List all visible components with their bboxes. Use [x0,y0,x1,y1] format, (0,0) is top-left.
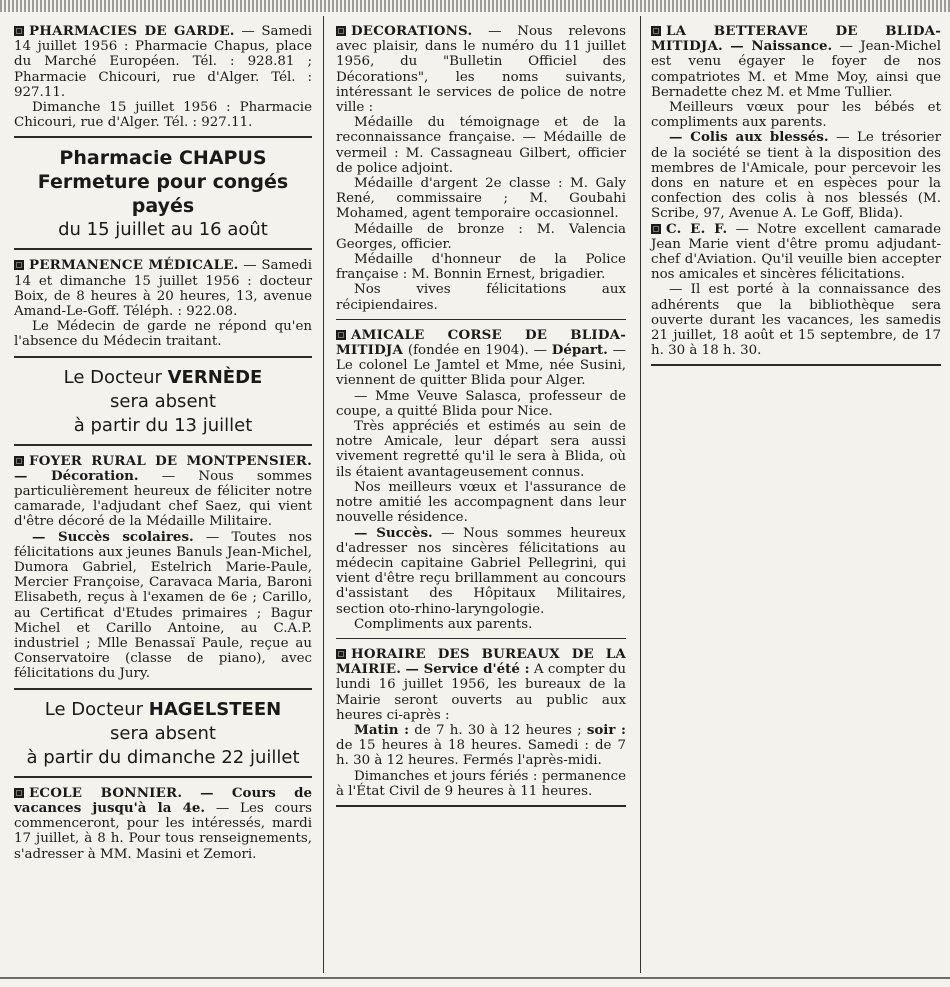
notice-docteur-vernede: Le Docteur VERNÈDE sera absent à partir du 13 juillet [63,366,263,436]
divider [14,444,312,446]
square-bullet-icon [14,26,24,36]
square-bullet-icon [336,330,346,340]
divider [336,805,626,807]
column-2 [336,24,626,815]
article-horaire-mairie: HORAIRE DES BUREAUX DE LA MAIRIE. — Service d'été : A compter du lundi 16 juillet 1956, les bureaux de la Mairie seront ouverts au public aux heures ci-après : Matin : de 7 h. 30 à 12 heures ; soir : de 15 heures à 18 heures. Samedi : de 7 h. 30 à 12 heures. Fermés l'après-midi. Dimanches et jours fériés : permanence à l'État Civil de 9 heures à 11 heures. [336,645,626,799]
article-permanence-medicale: PERMANENCE MÉDICALE. — Samedi 14 et dimanche 15 juillet 1956 : docteur Boix, de 8 heures à 20 heures, 13, avenue Amand-Le-Goff. Téléph. : 922.08. Le Médecin de garde ne répond qu'en l'absence du Médecin traitant. [14,257,312,350]
divider [14,136,312,138]
article-heading: C. E. F. [666,220,728,237]
article-heading: AMICALE CORSE DE BLIDA-MITIDJA [336,326,626,359]
square-bullet-icon [14,788,24,798]
divider [336,319,626,320]
divider [336,638,626,639]
article-cef: C. E. F. — Notre excellent camarade Jean Marie vient d'être promu adjudant-chef d'Aviation. Qu'il veuille bien accepter nos amicales et sincères félicitations. — Il est porté à la connaissance des adhérents que la bibliothèque sera ouverte durant les vacances, les samedis 21 juillet, 18 août et 15 septembre, de 17 h. 30 à 18 h. 30. [651,220,941,359]
column-divider [640,16,641,973]
notice-docteur-hagelsteen: Le Docteur HAGELSTEEN sera absent à partir du dimanche 22 juillet [26,698,300,768]
column-divider [323,16,324,973]
square-bullet-icon [651,224,661,234]
divider [14,776,312,778]
square-bullet-icon [14,260,24,270]
article-foyer-rural: FOYER RURAL DE MONTPENSIER. — Décoration. — Nous sommes particulièrement heureux de féliciter notre camarade, l'adjudant chef Saez, qui vient d'être décoré de la Médaille Militaire. — Succès scolaires. — Toutes nos félicitations aux jeunes Banuls Jean-Michel, Dumora Gabriel, Estelrich Marie-Paule, Mercier Françoise, Caravaca Maria, Baroni Elisabeth, reçus à l'examen de 6e ; Carillo, au Certificat d'Etudes primaires ; Bagur Michel et Carillo Antoine, au C.A.P. industriel ; Mlle Benassaï Paule, reçue au Conservatoire (classe de piano), avec félicitations du Jury. [14,452,313,682]
column-1 [14,24,312,862]
article-amicale-corse: AMICALE CORSE DE BLIDA-MITIDJA (fondée en 1904). — Départ. — Le colonel Le Jamtel et Mme, née Susini, viennent de quitter Blida pour Alger. — Mme Veuve Salasca, professeur de coupe, a quitté Blida pour Nice. Très appréciés et estimés au sein de notre Amicale, leur départ sera aussi vivement regretté qu'il le sera à Blida, où ils étaient avantageusement connus. Nos meilleurs vœux et l'assurance de notre amitié les accompagnent dans leur nouvelle résidence. — Succès. — Nous sommes heureux d'adresser nos sincères félicitations au médecin capitaine Gabriel Pellegrini, qui vient d'être reçu brillamment au concours d'assistant des Hôpitaux Militaires, section oto-rhino-laryngologie. Compliments aux parents. [336,326,626,632]
notice-pharmacie-chapus: Pharmacie CHAPUS Fermeture pour congés payés du 15 juillet au 16 août [37,147,289,241]
article-decorations: DECORATIONS. — Nous relevons avec plaisir, dans le numéro du 11 juillet 1956, du "Bulletin Officiel des Décorations", les noms suivants, intéressant le services de police de notre ville : Médaille du témoignage et de la reconnaissance française. — Médaille de vermeil : M. Cassagneau Gilbert, officier de police adjoint. Médaille d'argent 2e classe : M. Galy René, commissaire ; M. Goubahi Mohamed, agent temporaire occasionnel. Médaille de bronze : M. Valencia Georges, officier. Médaille d'honneur de la Police française : M. Bonnin Ernest, brigadier. Nos vives félicitations aux récipiendaires. [336,23,626,313]
divider [14,688,312,690]
article-heading: HORAIRE DES BUREAUX DE LA MAIRIE. [336,645,626,678]
square-bullet-icon [14,456,24,466]
divider [14,248,312,250]
article-ecole-bonnier: ECOLE BONNIER. — Cours de vacances jusqu'à la 4e. — Les cours commenceront, pour les intéressés, mardi 17 juillet, à 8 h. Pour tous renseignements, s'adresser à MM. Masini et Zemori. [14,784,312,862]
top-border [0,0,950,12]
article-betterave: LA BETTERAVE DE BLIDA-MITIDJA. — Naissance. — Jean-Michel est venu égayer le foyer de nos compatriotes M. et Mme Moy, ainsi que Bernadette chez M. et Mme Tullier. Meilleurs vœux pour les bébés et compliments aux parents. — Colis aux blessés. — Le trésorier de la société se tient à la disposition des membres de l'Amicale, pour percevoir les dons en nature et en espèces pour la confection des colis à nos blessés (M. Scribe, 97, Avenue A. Le Goff, Blida). [651,23,942,222]
article-heading: PERMANENCE MÉDICALE. [29,257,239,274]
divider [651,364,941,366]
article-heading: PHARMACIES DE GARDE. [29,23,235,39]
divider [14,356,312,358]
article-heading: DECORATIONS. [351,23,473,39]
article-heading: FOYER RURAL DE MONTPENSIER. [29,452,312,469]
bottom-border [0,977,950,979]
square-bullet-icon [651,26,661,36]
column-3 [651,24,941,374]
article-pharmacies: PHARMACIES DE GARDE. — Samedi 14 juillet 1956 : Pharmacie Chapus, place du Marché Européen. Tél. : 928.81 ; Pharmacie Chicouri, rue d'Alger. Tél. : 927.11. Dimanche 15 juillet 1956 : Pharmacie Chicouri, rue d'Alger. Tél. : 927.11. [14,23,312,131]
square-bullet-icon [336,26,346,36]
article-heading: ECOLE BONNIER. [29,784,183,801]
article-heading: LA BETTERAVE DE BLIDA-MITIDJA. [651,23,941,55]
square-bullet-icon [336,649,346,659]
